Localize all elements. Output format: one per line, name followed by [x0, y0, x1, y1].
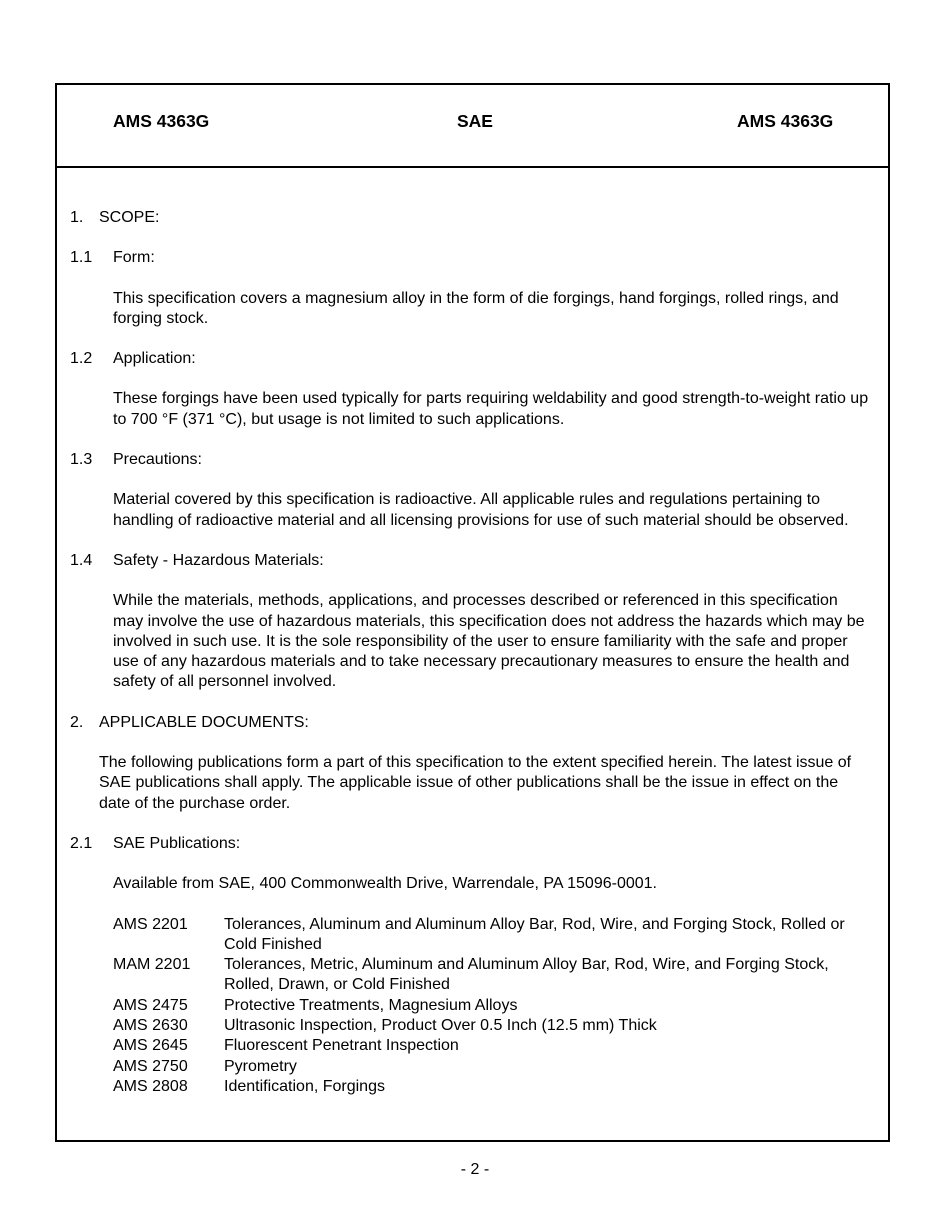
section-2-1-heading — [70, 834, 870, 854]
section-title: Precautions: — [113, 451, 202, 469]
publication-title: Protective Treatments, Magnesium Alloys — [224, 996, 518, 1014]
section-2-heading — [70, 713, 870, 733]
section-number: 1.2 — [70, 350, 93, 368]
section-1-3-text: Material covered by this specification is radioactive. All applicable rules and regulations pertaining to handling of radioactive material and all licensing provisions for use of such material should be observed. — [113, 491, 849, 529]
publication-row — [70, 1016, 870, 1036]
section-1-4-heading — [70, 551, 870, 571]
section-1-1-heading — [70, 248, 870, 268]
section-1-4-text: While the materials, methods, applications, and processes described or referenced in this specification may involve the use of hazardous materials, this specification does not address the hazards which may be involved in such use. It is the sole responsibility of the user to ensure familiarity with the safe and proper use of any hazardous materials and to take necessary precautionary measures to ensure the health and safety of all personnel involved. — [113, 592, 865, 691]
section-title: SCOPE: — [99, 209, 160, 226]
publication-title: Pyrometry — [224, 1057, 297, 1075]
section-1-2-heading — [70, 349, 870, 369]
publication-title: Tolerances, Metric, Aluminum and Aluminum Alloy Bar, Rod, Wire, and Forging Stock, Rolled, Drawn, or Cold Finished — [224, 956, 829, 994]
section-1-heading — [70, 208, 870, 228]
publication-title: Ultrasonic Inspection, Product Over 0.5 Inch (12.5 mm) Thick — [224, 1017, 657, 1035]
publication-row — [70, 1057, 870, 1077]
document-body — [70, 208, 870, 1097]
publication-code: AMS 2808 — [113, 1077, 188, 1095]
publication-code: AMS 2475 — [113, 996, 188, 1014]
publication-row — [70, 1036, 870, 1056]
section-number: 1.1 — [70, 249, 93, 267]
section-number: 2. — [70, 713, 84, 731]
publication-title: Identification, Forgings — [224, 1077, 385, 1095]
publication-title: Fluorescent Penetrant Inspection — [224, 1037, 459, 1055]
header-org: SAE — [457, 111, 493, 131]
publication-row — [70, 1077, 870, 1097]
header-spec-right: AMS 4363G — [737, 111, 834, 131]
section-number: 1.4 — [70, 551, 93, 569]
section-title: SAE Publications: — [113, 834, 241, 852]
publication-code: AMS 2201 — [113, 915, 188, 933]
publication-title: Tolerances, Aluminum and Aluminum Alloy Bar, Rod, Wire, and Forging Stock, Rolled or Cold Finished — [224, 915, 845, 953]
section-1-2-text: These forgings have been used typically for parts requiring weldability and good strength-to-weight ratio up to 700 °F (371 °C), but usage is not limited to such applications. — [113, 390, 869, 428]
publication-row — [70, 996, 870, 1016]
publication-list — [70, 915, 870, 1098]
section-2-text: The following publications form a part of this specification to the extent specified herein. The latest issue of SAE publications shall apply. The applicable issue of other publications shall be the issue in effect on the date of the purchase order. — [99, 754, 852, 812]
publication-row — [70, 915, 870, 956]
section-title: Safety - Hazardous Materials: — [113, 551, 324, 569]
publication-code: AMS 2630 — [113, 1017, 188, 1035]
publication-code: AMS 2645 — [113, 1037, 188, 1055]
header-spec-left: AMS 4363G — [113, 111, 210, 131]
section-title: APPLICABLE DOCUMENTS: — [99, 713, 309, 731]
publication-code: AMS 2750 — [113, 1057, 188, 1075]
section-number: 2.1 — [70, 834, 93, 852]
publication-row — [70, 955, 870, 996]
section-2-1-text: Available from SAE, 400 Commonwealth Drive, Warrendale, PA 15096-0001. — [113, 875, 657, 893]
section-title: Application: — [113, 350, 196, 368]
section-1-3-heading — [70, 450, 870, 470]
section-number: 1. — [70, 209, 84, 226]
page-number: - 2 - — [460, 1161, 490, 1178]
section-number: 1.3 — [70, 451, 93, 469]
document-header — [57, 85, 888, 168]
section-1-1-text: This specification covers a magnesium alloy in the form of die forgings, hand forgings, rolled rings, and forging stock. — [113, 289, 839, 327]
publication-code: MAM 2201 — [113, 956, 191, 974]
section-title: Form: — [113, 249, 155, 267]
